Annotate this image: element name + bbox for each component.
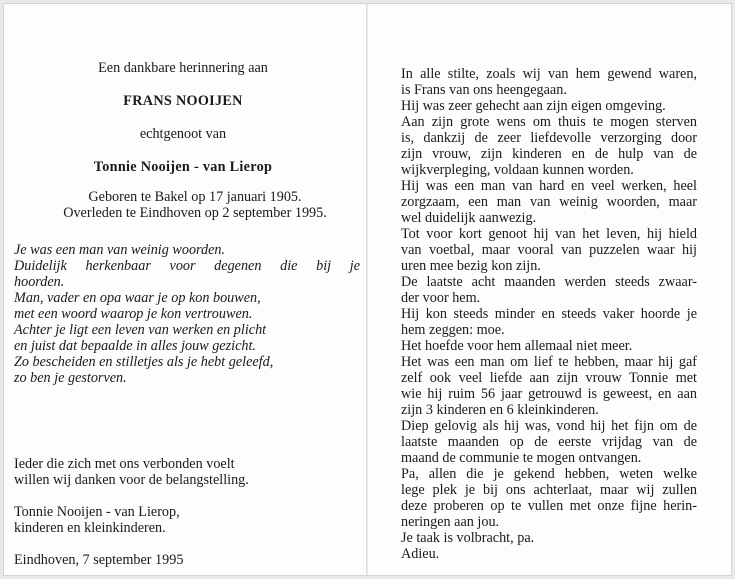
text-line: Het was een man om lief te hebben, maar hij gaf	[401, 354, 697, 370]
text-line: der voor hem.	[401, 290, 481, 306]
text-line: Tot voor kort genoot hij van het leven, hij hield	[401, 226, 697, 242]
text-line: zorgzaam, een man van weinig woorden, maar	[401, 194, 697, 210]
text-line: De laatste acht maanden werden steeds zwaar-	[401, 274, 697, 290]
poem-line: Je was een man van weinig woorden.	[14, 242, 226, 258]
right-panel	[401, 66, 697, 562]
text-line: is Frans van ons heengegaan.	[401, 82, 567, 98]
text-line: wel duidelijk aanwezig.	[401, 210, 537, 226]
signature-line: Tonnie Nooijen - van Lierop,	[14, 504, 180, 520]
thanks-line: willen wij danken voor de belangstelling.	[14, 472, 249, 488]
text-line: zijn 3 kinderen en 6 kleinkinderen.	[401, 402, 599, 418]
poem-line: hoorden.	[14, 274, 65, 290]
text-line: deze proberen op te vullen met onze fijne herin-	[401, 498, 697, 514]
poem-line: met een woord waarop je kon vertrouwen.	[14, 306, 253, 322]
text-line: uren mee bezig kon zijn.	[401, 258, 541, 274]
thanks-block	[14, 456, 360, 488]
text-line: Hij was een man van hard en veel werken, heel	[401, 178, 697, 194]
signature-line: kinderen en kleinkinderen.	[14, 520, 166, 536]
intro-line: Een dankbare herinnering aan	[98, 60, 268, 76]
text-line: Hij was zeer gehecht aan zijn eigen omgeving.	[401, 98, 666, 114]
text-line: van voetbal, maar vooral van puzzelen waar hij	[401, 242, 697, 258]
poem-line: Zo bescheiden en stilletjes als je hebt geleefd,	[14, 354, 274, 370]
spouse-name: Tonnie Nooijen - van Lierop	[93, 159, 273, 175]
text-line: wijkverpleging, voldaan kunnen worden.	[401, 162, 634, 178]
poem-line: Duidelijk herkenbaar voor degenen die bij je	[14, 258, 360, 274]
text-line: maand de communie te mogen ontvangen.	[401, 450, 642, 466]
text-line: Diep gelovig als hij was, vond hij het fijn om de	[401, 418, 697, 434]
text-line: In alle stilte, zoals wij van hem gewend waren,	[401, 66, 697, 82]
text-line: Pa, allen die je gekend hebben, weten welke	[401, 466, 697, 482]
text-line: Aan zijn grote wens om thuis te mogen sterven	[401, 114, 697, 130]
text-line: is, dankzij de zeer liefdevolle verzorging door	[401, 130, 697, 146]
text-line: wie hij ruim 56 jaar getrouwd is geweest, en aan	[401, 386, 697, 402]
signature-block	[14, 504, 360, 536]
text-line: zelf ook veel liefde aan zijn vrouw Tonnie met	[401, 370, 697, 386]
poem-line: zo ben je gestorven.	[14, 370, 127, 386]
text-line: neringen aan jou.	[401, 514, 500, 530]
text-line: laatste maanden op de eerste vrijdag van de	[401, 434, 697, 450]
text-line: zijn vrouw, zijn kinderen en de hulp van de	[401, 146, 697, 162]
left-panel	[14, 60, 360, 568]
birth-line: Geboren te Bakel op 17 januari 1905.	[88, 189, 302, 205]
text-line: Adieu.	[401, 546, 440, 562]
text-line: Het hoefde voor hem allemaal niet meer.	[401, 338, 633, 354]
deceased-name: FRANS NOOIJEN	[123, 93, 243, 109]
text-line: Hij kon steeds minder en steeds vaker hoorde je	[401, 306, 697, 322]
poem-line: Achter je ligt een leven van werken en plicht	[14, 322, 267, 338]
death-line: Overleden te Eindhoven op 2 september 1995.	[63, 205, 327, 221]
poem-line: Man, vader en opa waar je op kon bouwen,	[14, 290, 261, 306]
text-line: Je taak is volbracht, pa.	[401, 530, 535, 546]
card-fold	[366, 4, 368, 575]
poem-line: en juist dat bepaalde in alles jouw gezicht.	[14, 338, 256, 354]
text-line: lege plek je bij ons achterlaat, maar wij zullen	[401, 482, 697, 498]
place-date: Eindhoven, 7 september 1995	[14, 552, 184, 568]
relation-line: echtgenoot van	[139, 126, 227, 142]
thanks-line: Ieder die zich met ons verbonden voelt	[14, 456, 235, 472]
poem	[14, 242, 360, 386]
text-line: hem zeggen: moe.	[401, 322, 505, 338]
